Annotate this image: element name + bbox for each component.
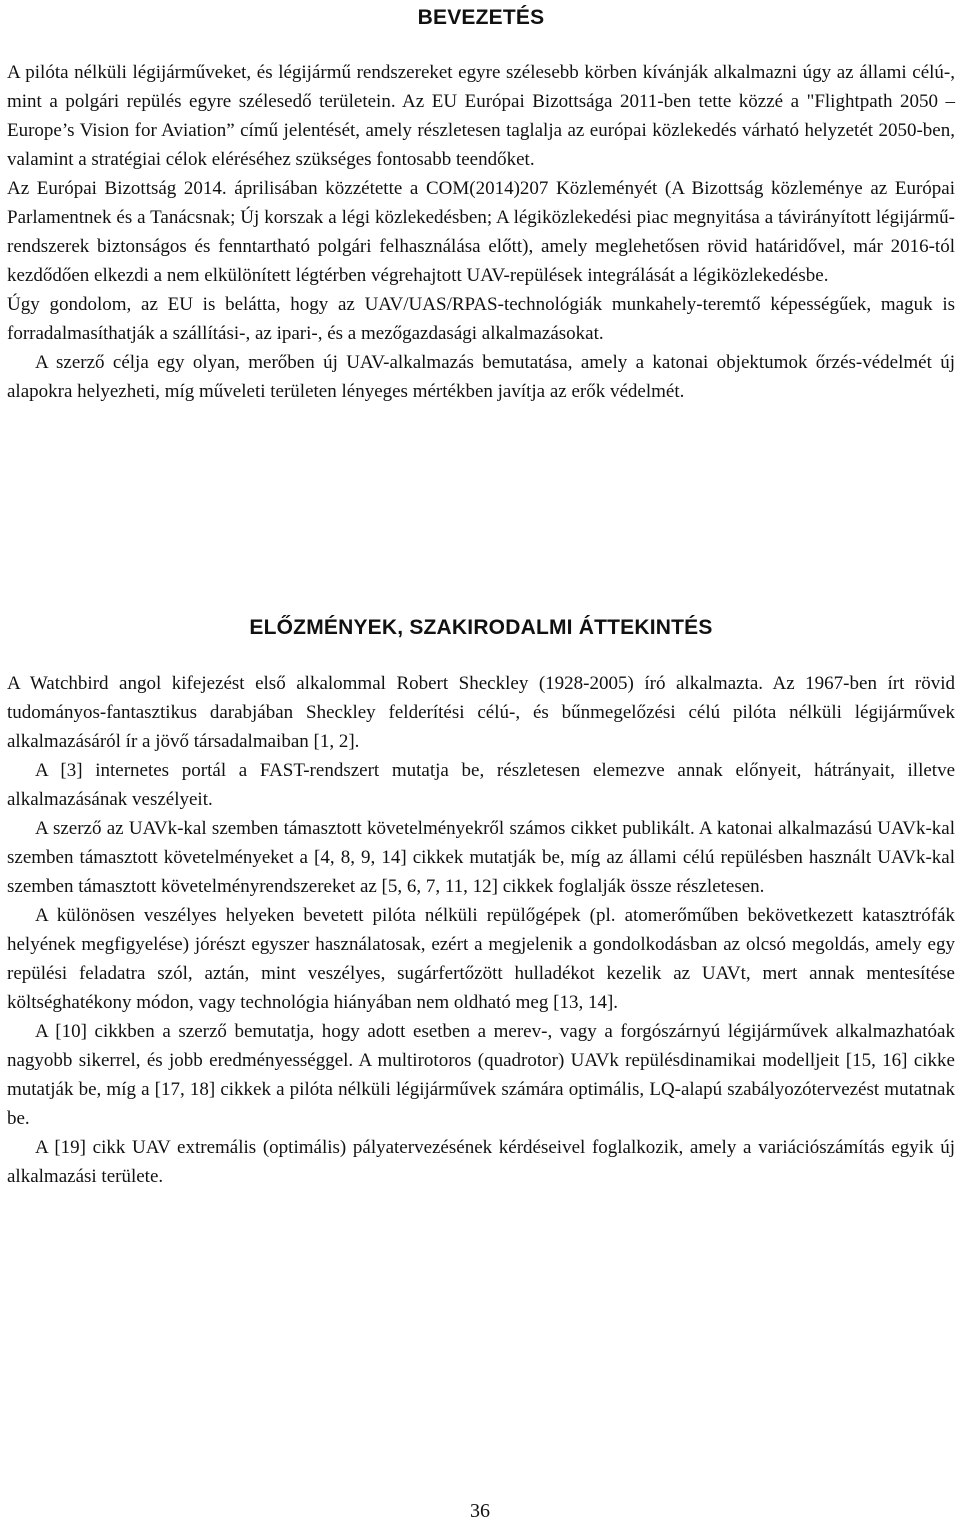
section-title-background: ELŐZMÉNYEK, SZAKIRODALMI ÁTTEKINTÉS — [249, 616, 713, 639]
intro-paragraph-3: Úgy gondolom, az EU is belátta, hogy az UAV/UAS/RPAS-technológiák munkahely-teremtő képességűek, maguk is forradalmasíthatják a szállítási-, az ipari-, és a mezőgazdasági alkalmazásokat. — [7, 294, 955, 344]
introduction-body — [7, 58, 955, 406]
background-body — [7, 669, 955, 1191]
background-paragraph-4: A különösen veszélyes helyeken bevetett pilóta nélküli repülőgépek (pl. atomerőműben bekövetkezett katasztrófák helyének megfigyelése) jórészt egyszer használatosak, ezért a megjelenik a gondolkodásban az olcsó megoldás, amely egy repülési feladatra szól, aztán, mint veszélyes, sugárfertőzött hulladékot kezelik az UAVt, mert annak mentesítése költséghatékony módon, vagy technológia hiányában nem oldható meg [13, 14]. — [7, 905, 955, 1013]
intro-paragraph-1: A pilóta nélküli légijárműveket, és légijármű rendszereket egyre szélesebb körben kívánják alkalmazni úgy az állami célú-, mint a polgári repülés egyre szélesedő területein. Az EU Európai Bizottsága 2011-ben tette közzé a "Flightpath 2050 – Europe’s Vision for Aviation” című jelentését, amely részletesen taglalja az európai közlekedés várható helyzetét 2050-ben, valamint a stratégiai célok eléréséhez szükséges fontosabb teendőket. — [7, 62, 955, 170]
intro-paragraph-4: A szerző célja egy olyan, merőben új UAV-alkalmazás bemutatása, amely a katonai objektumok őrzés-védelmét új alapokra helyezheti, míg műveleti területen lényeges mértékben javítja az erők védelmét. — [7, 352, 955, 402]
section-title-introduction: BEVEZETÉS — [417, 6, 545, 29]
background-paragraph-5: A [10] cikkben a szerző bemutatja, hogy adott esetben a merev-, vagy a forgószárnyú légijárművek alkalmazhatóak nagyobb sikerrel, és jobb eredményességgel. A multirotoros (quadrotor) UAVk repülésdinamikai modelljeit [15, 16] cikke mutatják be, míg a [17, 18] cikkek a pilóta nélküli légijárművek számára optimális, LQ-alapú szabályozótervezést mutatnak be. — [7, 1021, 955, 1129]
background-paragraph-3: A szerző az UAVk-kal szemben támasztott követelményekről számos cikket publikált. A katonai alkalmazású UAVk-kal szemben támasztott követelményeket a [4, 8, 9, 14] cikkek mutatják be, míg az állami célú repülésben használt UAVk-kal szemben támasztott követelményrendszereket az [5, 6, 7, 11, 12] cikkek foglalják össze részletesen. — [7, 818, 955, 897]
background-paragraph-2: A [3] internetes portál a FAST-rendszert mutatja be, részletesen elemezve annak előnyeit, hátrányait, illetve alkalmazásának veszélyeit. — [7, 760, 955, 810]
background-paragraph-6: A [19] cikk UAV extremális (optimális) pályatervezésének kérdéseivel foglalkozik, amely a variációszámítás egyik új alkalmazási területe. — [7, 1137, 955, 1187]
background-paragraph-1: A Watchbird angol kifejezést első alkalommal Robert Sheckley (1928-2005) író alkalmazta. Az 1967-ben írt rövid tudományos-fantasztikus darabjában Sheckley felderítési célú-, és bűnmegelőzési célú pilóta nélküli légijárművek alkalmazásáról ír a jövő társadalmaiban [1, 2]. — [7, 673, 955, 752]
intro-paragraph-2: Az Európai Bizottság 2014. áprilisában közzétette a COM(2014)207 Közleményét (A Bizottság közleménye az Európai Parlamentnek és a Tanácsnak; Új korszak a légi közlekedésben; A légiközlekedési piac megnyitása a távirányított légijármű-rendszerek biztonságos és fenntartható polgári felhasználása előtt), amely meglehetősen rövid határidővel, már 2016-tól kezdődően elkezdi a nem elkülönített légtérben végrehajtott UAV-repülések integrálását a légiközlekedésbe. — [7, 178, 955, 286]
page-number: 36 — [470, 1500, 490, 1522]
